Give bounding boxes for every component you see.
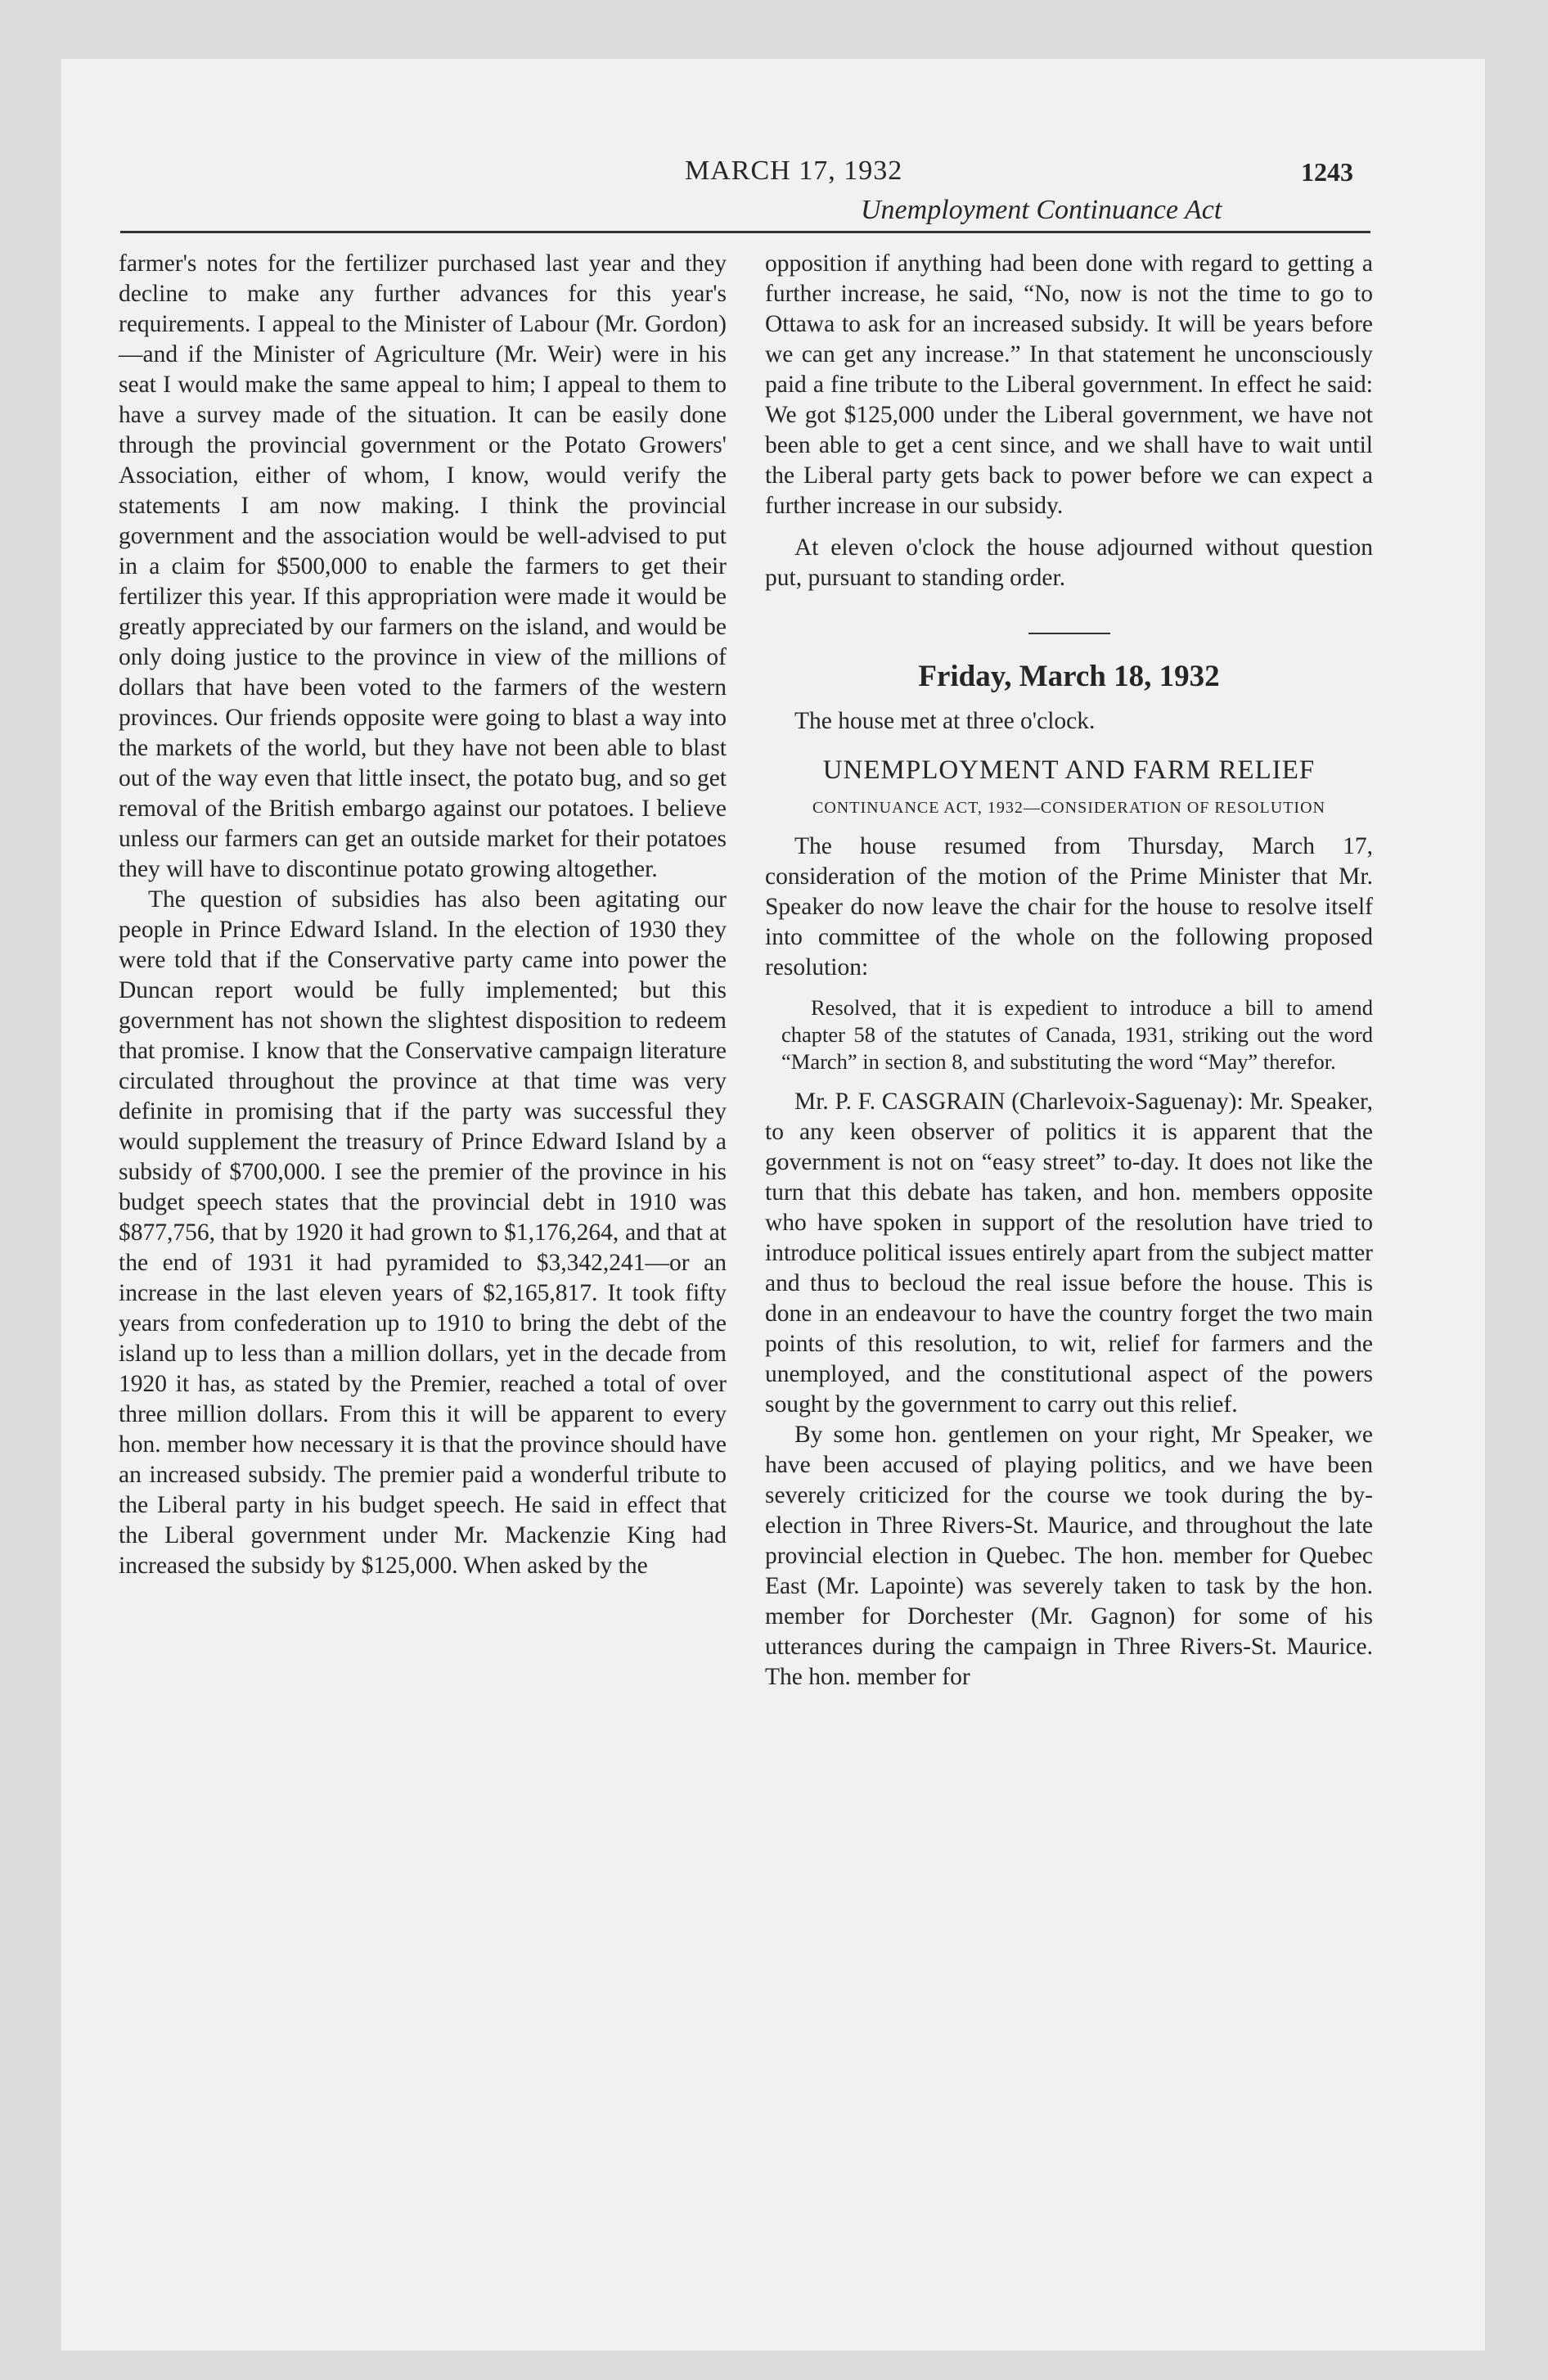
header-rule <box>120 231 1370 233</box>
sitting-date-heading: Friday, March 18, 1932 <box>918 660 1220 693</box>
resolution-text: Resolved, that it is expedient to introduce a bill to amend chapter 58 of the statutes of Canada, 1931, striking out the word “March” in section 8, and substituting the word “May” therefor. <box>781 995 1373 1074</box>
paragraph: By some hon. gentlemen on your right, Mr Speaker, we have been accused of playing politics, and we have been severely criticized for the course we took during the by-election in Three Rivers-St. Maurice, and throughout the late provincial election in Quebec. The hon. member for Quebec East (Mr. Lapointe) was severely taken to task by the hon. member for Dorchester (Mr. Gagnon) for some of his utterances during the campaign in Three Rivers-St. Maurice. The hon. member for <box>765 1422 1373 1690</box>
paragraph: farmer's notes for the fertilizer purchased last year and they decline to make any further advances for this year's requirements. I appeal to the Minister of Labour (Mr. Gordon) —and if the Minister of Agriculture (Mr. Weir) were in his seat I would make the same appeal to him; I appeal to them to have a survey made of the situation. It can be easily done through the provincial government or the Potato Growers' Association, either of whom, I know, would verify the statements I am now making. I think the provincial government and the association would be well-advised to put in a claim for $500,000 to enable the farmers to get their fertilizer this year. If this appropriation were made it would be greatly appreciated by our farmers on the island, and would be only doing justice to the province in view of the millions of dollars that have been voted to the farmers of the western provinces. Our friends opposite were going to blast a way into the markets of the world, but they have not been able to blast out of the way even that little insect, the potato bug, and so get removal of the British embargo against our potatoes. I believe unless our farmers can get an outside market for their potatoes they will have to discontinue potato growing altogether. <box>119 250 727 882</box>
right-column <box>765 249 1373 1693</box>
sub-heading: CONTINUANCE ACT, 1932—CONSIDERATION OF RESOLUTION <box>812 799 1325 817</box>
paragraph: opposition if anything had been done with regard to getting a further increase, he said, “No, now is not the time to go to Ottawa to ask for an increased subsidy. It will be years before we can get any increase.” In that statement he unconsciously paid a fine tribute to the Liberal government. In effect he said: We got $125,000 under the Liberal government, we have not been able to get a cent since, and we shall have to wait until the Liberal party gets back to power before we can expect a further increase in our subsidy. <box>765 250 1373 519</box>
page-number: 1243 <box>1301 157 1353 187</box>
document-page <box>61 59 1485 2351</box>
paragraph: The house resumed from Thursday, March 17, consideration of the motion of the Prime Minister that Mr. Speaker do now leave the chair for the house to resolve itself into committee of the whole on the following proposed resolution: <box>765 833 1373 980</box>
running-header <box>61 59 1485 239</box>
section-heading: UNEMPLOYMENT AND FARM RELIEF <box>822 755 1316 785</box>
section-separator <box>1028 633 1110 634</box>
header-subtitle: Unemployment Continuance Act <box>861 195 1222 225</box>
paragraph: At eleven o'clock the house adjourned without question put, pursuant to standing order. <box>765 534 1373 591</box>
header-date: MARCH 17, 1932 <box>685 156 903 186</box>
paragraph: Mr. P. F. CASGRAIN (Charlevoix-Saguenay): Mr. Speaker, to any keen observer of politics it is apparent that the government is not on “easy street” to-day. It does not like the turn that this debate has taken, and hon. members opposite who have spoken in support of the resolution have tried to introduce political issues entirely apart from the subject matter and thus to becloud the real issue before the house. This is done in an endeavour to have the country forget the two main points of this resolution, to wit, relief for farmers and the unemployed, and the constitutional aspect of the powers sought by the government to carry out this relief. <box>765 1089 1373 1418</box>
paragraph: The question of subsidies has also been agitating our people in Prince Edward Island. In the election of 1930 they were told that if the Conservative party came into power the Duncan report would be fully implemented; but this government has not shown the slightest disposition to redeem that promise. I know that the Conservative campaign literature circulated throughout the province at that time was very definite in promising that if the party was successful they would supplement the treasury of Prince Edward Island by a subsidy of $700,000. I see the premier of the province in his budget speech states that the provincial debt in 1910 was $877,756, that by 1920 it had grown to $1,176,264, and that at the end of 1931 it had pyramided to $3,342,241—or an increase in the last eleven years of $2,165,817. It took fifty years from confederation up to 1910 to bring the debt of the island up to less than a million dollars, yet in the decade from 1920 it has, as stated by the Premier, reached a total of over three million dollars. From this it will be apparent to every hon. member how necessary it is that the province should have an increased subsidy. The premier paid a wonderful tribute to the Liberal party in his budget speech. He said in effect that the Liberal government under Mr. Mackenzie King had increased the subsidy by $125,000. When asked by the <box>119 886 727 1579</box>
left-column <box>119 249 727 1581</box>
paragraph: The house met at three o'clock. <box>794 708 1096 734</box>
